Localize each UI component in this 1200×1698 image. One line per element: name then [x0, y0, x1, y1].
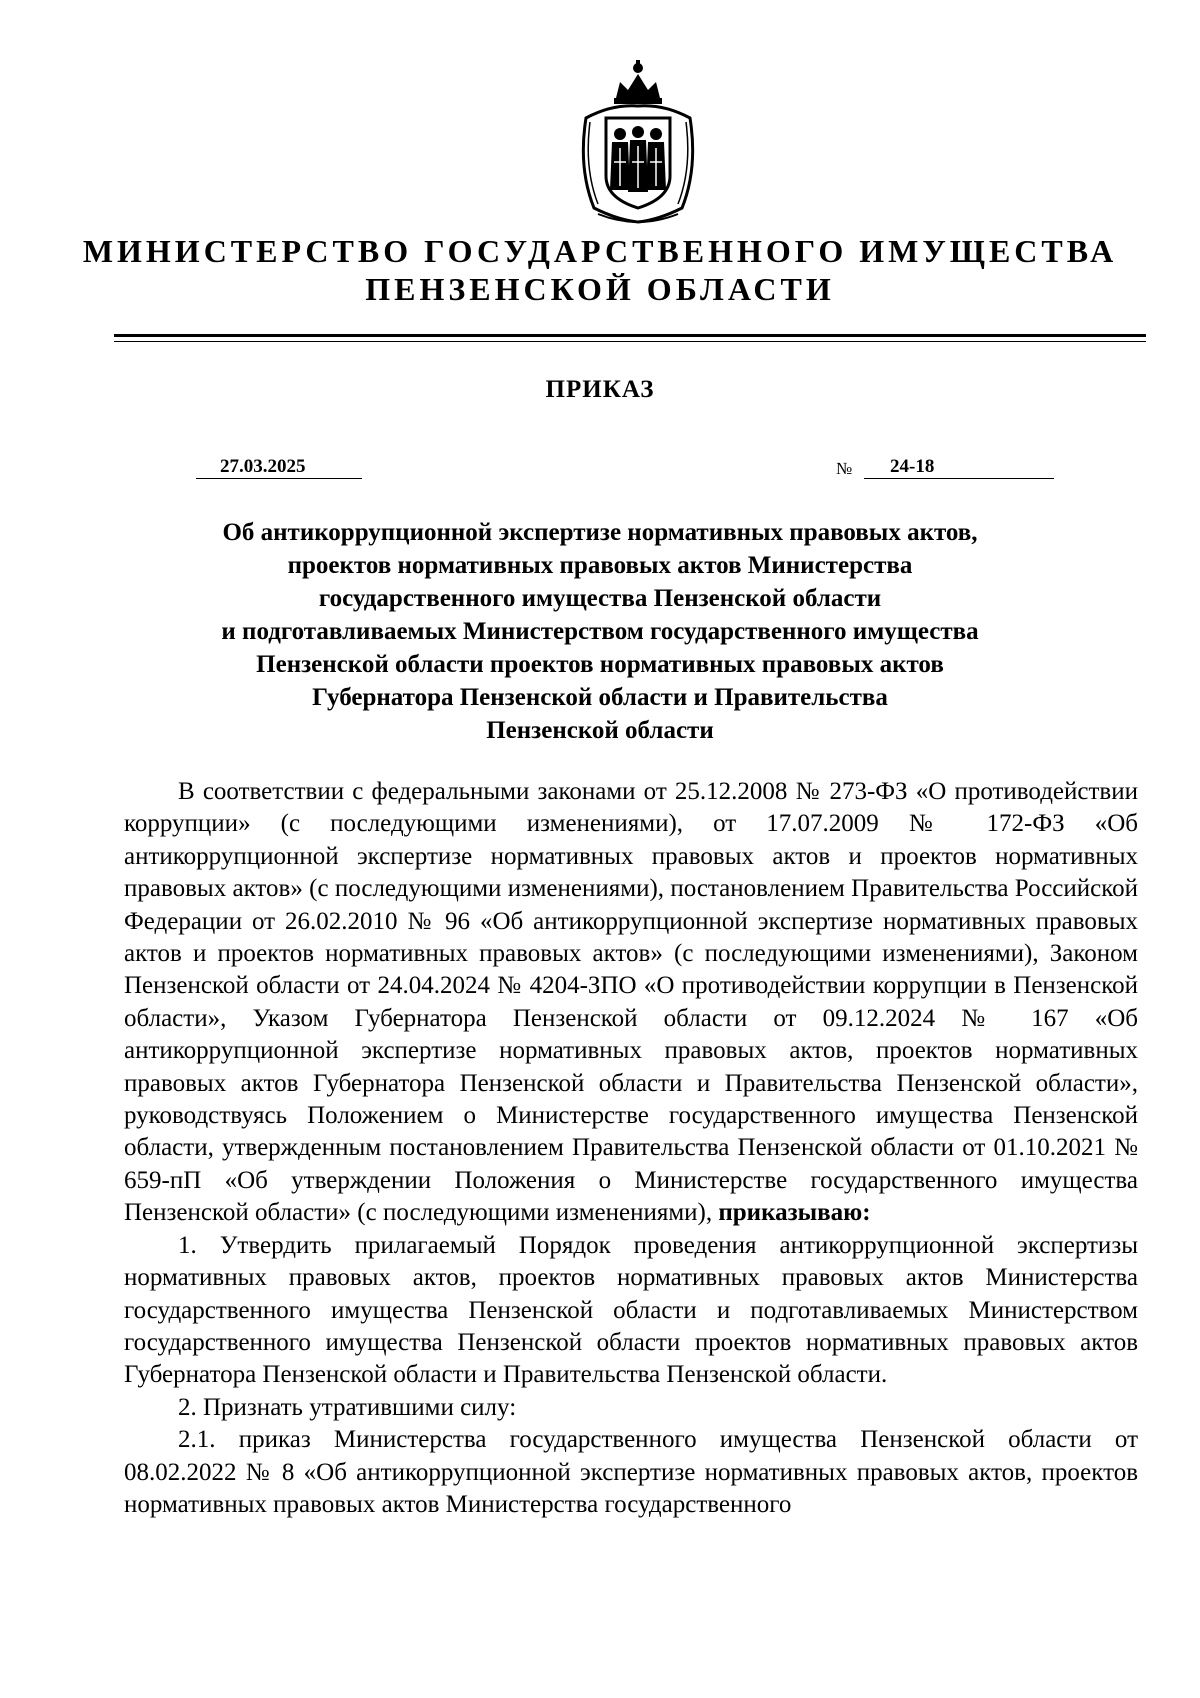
order-heading: ПРИКАЗ [545, 376, 655, 403]
ministry-title-line1: МИНИСТЕРСТВО ГОСУДАРСТВЕННОГО ИМУЩЕСТВА [82, 233, 1118, 269]
header-rule-thick [114, 334, 1146, 337]
subject-line: государственного имущества Пензенской области [318, 585, 882, 612]
item-1-paragraph: 1. Утвердить прилагаемый Порядок проведения антикоррупционной экспертизы нормативных правовых актов, проектов нормативных правовых актов Министерства государственного имущества Пензенской области и подготавливаемых Министерством государственного имущества Пензенской области проектов нормативных правовых актов Губернатора Пензенской области и Правительства Пензенской области. [124, 1231, 1138, 1389]
document-body [124, 776, 1138, 1521]
document-subject [160, 516, 1040, 747]
order-number-sign: № [836, 459, 853, 478]
coat-of-arms-emblem [568, 58, 708, 228]
order-number: 24-18 [864, 456, 1054, 479]
preamble-paragraph [124, 776, 1138, 1230]
item-2-1-paragraph: 2.1. приказ Министерства государственного имущества Пензенской области от 08.02.2022 № 8 «Об антикоррупционной экспертизе нормативных правовых актов, проектов нормативных правовых актов Министерства государственного [124, 1426, 1138, 1518]
subject-line: и подготавливаемых Министерством государственного имущества [221, 618, 979, 645]
subject-line: Об антикоррупционной экспертизе нормативных правовых актов, [222, 519, 978, 546]
ministry-title-line2: ПЕНЗЕНСКОЙ ОБЛАСТИ [365, 271, 835, 307]
order-word: приказываю: [718, 1199, 871, 1227]
order-date: 27.03.2025 [196, 456, 362, 479]
subject-line: Губернатора Пензенской области и Правительства [312, 684, 888, 711]
ministry-title [0, 232, 1200, 308]
preamble-text: В соответствии с федеральными законами от 25.12.2008 № 273-ФЗ «О противодействии коррупции» (с последующими изменениями), от 17.07.2009 № 172-ФЗ «Об антикоррупционной экспертизе нормативных правовых актов и проектов нормативных правовых актов» (с последующими изменениями), постановлением Правительства Российской Федерации от 26.02.2010 № 96 «Об антикоррупционной экспертизе нормативных правовых актов и проектов нормативных правовых актов» (с последующими изменениями), Законом Пензенской области от 24.04.2024 № 4204-ЗПО «О противодействии коррупции в Пензенской области», Указом Губернатора Пензенской области от 09.12.2024 № 167 «Об антикоррупционной экспертизе нормативных правовых актов, проектов нормативных правовых актов Губернатора Пензенской области и Правительства Пензенской области», руководствуясь Положением о Министерстве государственного имущества Пензенской области, утвержденным постановлением Правительства Пензенской области от 01.10.2021 № 659-пП «Об утверждении Положения о Министерстве государственного имущества Пензенской области» (с последующими изменениями), [124, 778, 1138, 1227]
subject-line: Пензенской области [486, 717, 714, 744]
subject-line: проектов нормативных правовых актов Министерства [287, 552, 913, 579]
item-2-paragraph: 2. Признать утратившими силу: [178, 1393, 517, 1421]
subject-line: Пензенской области проектов нормативных правовых актов [256, 651, 944, 678]
header-rule-thin [114, 341, 1146, 342]
